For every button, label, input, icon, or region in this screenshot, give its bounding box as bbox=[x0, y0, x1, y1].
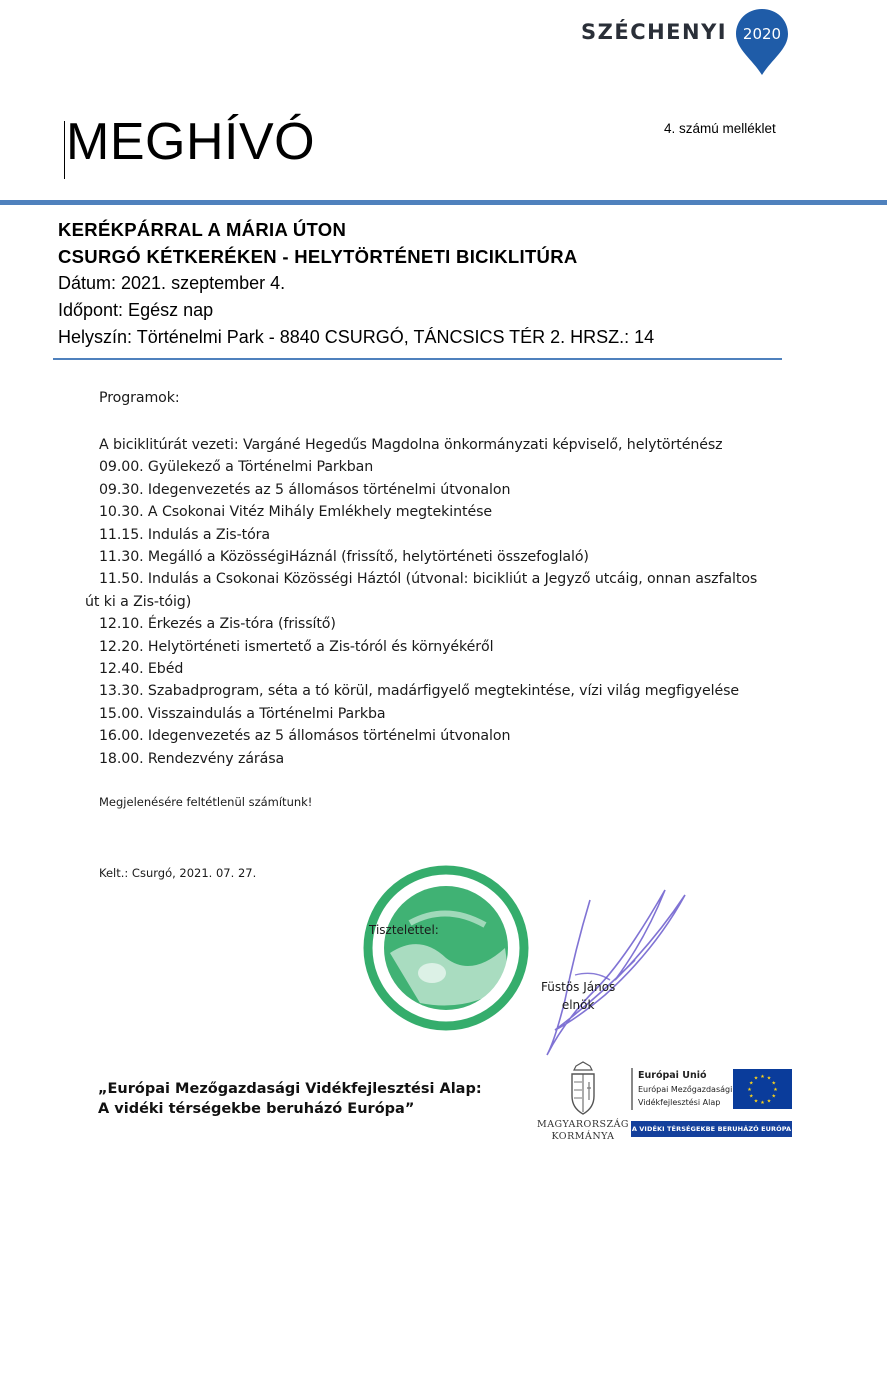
event-date: Dátum: 2021. szeptember 4. bbox=[58, 273, 286, 293]
svg-text:★: ★ bbox=[773, 1087, 778, 1093]
list-item: 12.20. Helytörténeti ismertető a Zis-tóról és környékéről bbox=[99, 638, 494, 655]
signer-name: Füstös János bbox=[541, 980, 616, 994]
dated-line: Kelt.: Csurgó, 2021. 07. 27. bbox=[99, 866, 257, 880]
list-item: 11.50. Indulás a Csokonai Közösségi Háztól (útvonal: bicikliút a Jegyző utcáig, onnan aszfaltos bbox=[99, 571, 758, 588]
tour-leader: A biciklitúrát vezeti: Vargáné Hegedűs Magdolna önkormányzati képviselő, helytörténész bbox=[99, 437, 723, 453]
eu-subtitle-line2: Vidékfejlesztési Alap bbox=[638, 1098, 721, 1107]
text-cursor bbox=[64, 121, 65, 179]
event-place: Helyszín: Történelmi Park - 8840 CSURGÓ, TÁNCSICS TÉR 2. HRSZ.: 14 bbox=[58, 327, 655, 347]
list-item: 12.40. Ebéd bbox=[99, 661, 184, 678]
szechenyi-logo-text: SZÉCHENYI bbox=[581, 20, 728, 44]
signer-block bbox=[541, 978, 615, 1014]
szechenyi-2020-pin-logo bbox=[734, 7, 790, 77]
closing-line: Megjelenésére feltétlenül számítunk! bbox=[99, 795, 313, 809]
list-item: 16.00. Idegenvezetés az 5 állomásos történelmi útvonalon bbox=[99, 728, 511, 745]
stamp-image bbox=[360, 863, 532, 1033]
eu-subtitle-line1: Európai Mezőgazdasági bbox=[638, 1085, 733, 1094]
regards-line: Tisztelettel: bbox=[369, 923, 439, 937]
svg-text:★: ★ bbox=[748, 1093, 754, 1100]
funding-line1: „Európai Mezőgazdasági Vidékfejlesztési Alap: bbox=[98, 1081, 482, 1097]
svg-text:★: ★ bbox=[771, 1093, 777, 1100]
event-time: Időpont: Egész nap bbox=[58, 300, 214, 320]
eu-divider bbox=[631, 1068, 633, 1110]
svg-text:★: ★ bbox=[771, 1080, 777, 1087]
programs-label: Programok: bbox=[99, 390, 180, 406]
signature-image bbox=[535, 880, 695, 1060]
list-item: 13.30. Szabadprogram, séta a tó körül, madárfigyelő megtekintése, vízi világ megfigyelése bbox=[99, 683, 739, 700]
list-item: 09.00. Gyülekező a Történelmi Parkban bbox=[99, 459, 374, 476]
annex-label: 4. számú melléklet bbox=[664, 121, 776, 136]
logo-year: 2020 bbox=[742, 25, 782, 43]
list-item: 11.30. Megálló a KözösségiHáznál (frissítő, helytörténeti összefoglaló) bbox=[99, 549, 589, 566]
svg-text:★: ★ bbox=[753, 1098, 759, 1105]
list-item: 18.00. Rendezvény zárása bbox=[99, 750, 285, 767]
list-item: 12.10. Érkezés a Zis-tóra (frissítő) bbox=[99, 616, 336, 633]
svg-text:★: ★ bbox=[760, 1100, 765, 1106]
eu-banner: A VIDÉKI TÉRSÉGEKBE BERUHÁZÓ EURÓPA bbox=[631, 1121, 792, 1137]
eu-title: Európai Unió bbox=[638, 1070, 707, 1081]
list-item: 09.30. Idegenvezetés az 5 állomásos történelmi útvonalon bbox=[99, 481, 511, 498]
svg-text:★: ★ bbox=[747, 1087, 752, 1093]
list-item: 15.00. Visszaindulás a Történelmi Parkba bbox=[99, 705, 386, 722]
program-list bbox=[85, 434, 799, 770]
page-title: MEGHÍVÓ bbox=[66, 113, 316, 171]
list-item: 10.30. A Csokonai Vitéz Mihály Emlékhely megtekintése bbox=[99, 504, 493, 521]
svg-text:★: ★ bbox=[753, 1075, 759, 1082]
signer-role: elnök bbox=[561, 998, 595, 1012]
gov-line2: KORMÁNYA bbox=[551, 1131, 615, 1142]
section-divider bbox=[53, 358, 782, 360]
list-item: 11.15. Indulás a Zis-tóra bbox=[99, 526, 270, 543]
list-item-continuation: út ki a Zis-tóig) bbox=[85, 593, 192, 610]
svg-text:★: ★ bbox=[766, 1075, 772, 1082]
funding-line2: A vidéki térségekbe beruházó Európa” bbox=[98, 1101, 415, 1117]
gov-line1: MAGYARORSZÁG bbox=[536, 1119, 630, 1130]
eu-flag-icon bbox=[733, 1069, 792, 1109]
svg-text:★: ★ bbox=[760, 1074, 765, 1080]
coat-of-arms-icon bbox=[566, 1060, 600, 1116]
svg-text:★: ★ bbox=[766, 1098, 772, 1105]
svg-text:★: ★ bbox=[748, 1080, 754, 1087]
header-divider bbox=[0, 200, 887, 205]
event-title-line1: KERÉKPÁRRAL A MÁRIA ÚTON bbox=[58, 219, 347, 240]
event-title-line2: CSURGÓ KÉTKERÉKEN - HELYTÖRTÉNETI BICIKLITÚRA bbox=[58, 246, 578, 267]
